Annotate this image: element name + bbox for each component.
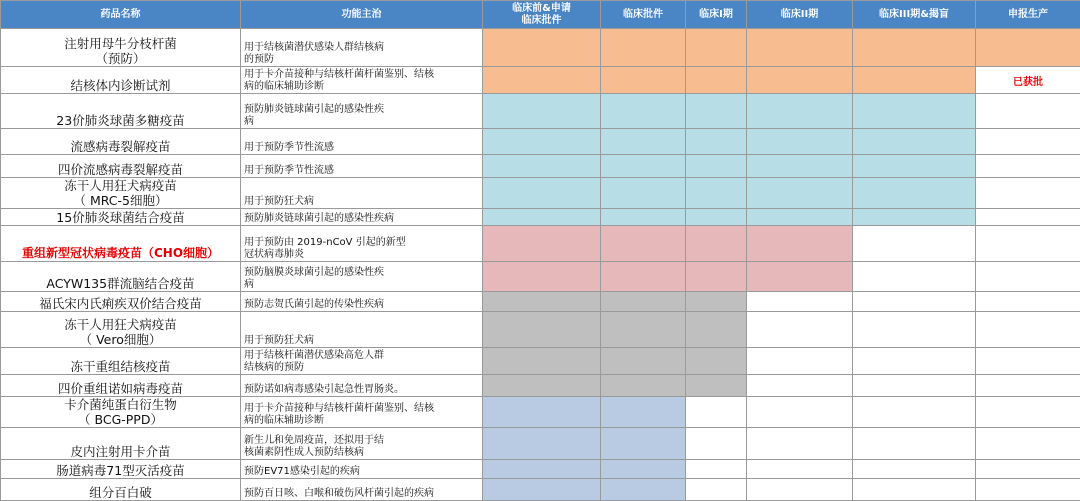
table-row — [1, 460, 1080, 479]
stage-cell — [853, 226, 976, 262]
stage-cell — [483, 129, 601, 155]
stage-cell — [747, 460, 853, 479]
stage-cell — [601, 262, 686, 292]
stage-cell — [853, 312, 976, 348]
table-row — [1, 226, 1080, 262]
stage-cell — [853, 460, 976, 479]
stage-cell — [747, 29, 853, 67]
status-cell — [976, 226, 1080, 262]
stage-cell — [686, 375, 747, 397]
function-cell: 用于预防狂犬病 — [241, 178, 483, 209]
stage-cell — [853, 262, 976, 292]
stage-cell — [747, 348, 853, 375]
stage-cell — [601, 178, 686, 209]
table-row — [1, 348, 1080, 375]
drug-name-cell: 冻干人用狂犬病疫苗 （ Vero细胞） — [1, 312, 241, 348]
function-cell: 用于卡介苗接种与结核杆菌杆菌鉴别、结核 病的临床辅助诊断 — [241, 67, 483, 94]
status-cell — [976, 428, 1080, 460]
status-cell — [976, 375, 1080, 397]
function-cell: 用于预防由 2019-nCoV 引起的新型 冠状病毒肺炎 — [241, 226, 483, 262]
stage-cell — [601, 94, 686, 129]
stage-cell — [853, 94, 976, 129]
function-cell: 用于预防狂犬病 — [241, 312, 483, 348]
header-function: 功能主治 — [241, 1, 483, 29]
drug-name-cell: 组分百白破 — [1, 479, 241, 501]
table-row — [1, 292, 1080, 312]
stage-cell — [853, 479, 976, 501]
status-cell — [976, 397, 1080, 428]
stage-cell — [686, 262, 747, 292]
stage-cell — [686, 397, 747, 428]
stage-cell — [686, 29, 747, 67]
drug-name-cell: 注射用母牛分枝杆菌 （预防） — [1, 29, 241, 67]
stage-cell — [483, 94, 601, 129]
table-row — [1, 397, 1080, 428]
stage-cell — [686, 312, 747, 348]
stage-cell — [483, 460, 601, 479]
stage-cell — [483, 348, 601, 375]
stage-cell — [483, 178, 601, 209]
header-drug-name: 药品名称 — [1, 1, 241, 29]
stage-cell — [853, 155, 976, 178]
table-row — [1, 29, 1080, 67]
stage-cell — [483, 155, 601, 178]
table-row — [1, 67, 1080, 94]
stage-cell — [747, 226, 853, 262]
stage-cell — [853, 209, 976, 226]
function-cell: 用于预防季节性流感 — [241, 155, 483, 178]
table-row — [1, 129, 1080, 155]
status-cell — [976, 460, 1080, 479]
table-row — [1, 375, 1080, 397]
stage-cell — [686, 348, 747, 375]
header-clinical-approval: 临床批件 — [601, 1, 686, 29]
stage-cell — [601, 209, 686, 226]
stage-cell — [747, 428, 853, 460]
stage-cell — [853, 67, 976, 94]
stage-cell — [747, 178, 853, 209]
status-cell: 已获批 — [976, 67, 1080, 94]
stage-cell — [483, 479, 601, 501]
stage-cell — [601, 397, 686, 428]
stage-cell — [853, 129, 976, 155]
status-cell — [976, 155, 1080, 178]
stage-cell — [483, 262, 601, 292]
function-cell: 预防肺炎链球菌引起的感染性疾 病 — [241, 94, 483, 129]
stage-cell — [747, 262, 853, 292]
status-cell — [976, 209, 1080, 226]
status-cell — [976, 129, 1080, 155]
function-cell: 预防志贺氏菌引起的传染性疾病 — [241, 292, 483, 312]
stage-cell — [853, 178, 976, 209]
drug-name-cell: 23价肺炎球菌多糖疫苗 — [1, 94, 241, 129]
table-row — [1, 155, 1080, 178]
function-cell: 预防诺如病毒感染引起急性胃肠炎。 — [241, 375, 483, 397]
header-production: 申报生产 — [976, 1, 1080, 29]
drug-name-cell: 肠道病毒71型灭活疫苗 — [1, 460, 241, 479]
drug-name-cell: 结核体内诊断试剂 — [1, 67, 241, 94]
stage-cell — [601, 292, 686, 312]
stage-cell — [601, 460, 686, 479]
stage-cell — [601, 375, 686, 397]
stage-cell — [853, 29, 976, 67]
stage-cell — [483, 397, 601, 428]
function-cell: 用于结核杆菌潜伏感染高危人群 结核病的预防 — [241, 348, 483, 375]
function-cell: 预防百日咳、白喉和破伤风杆菌引起的疾病 — [241, 479, 483, 501]
drug-name-cell: ACYW135群流脑结合疫苗 — [1, 262, 241, 292]
header-row — [1, 1, 1080, 29]
stage-cell — [686, 292, 747, 312]
drug-name-cell: 皮内注射用卡介苗 — [1, 428, 241, 460]
header-phase-3: 临床III期&揭盲 — [853, 1, 976, 29]
drug-name-cell: 四价流感病毒裂解疫苗 — [1, 155, 241, 178]
stage-cell — [686, 129, 747, 155]
stage-cell — [686, 178, 747, 209]
stage-cell — [853, 375, 976, 397]
stage-cell — [747, 292, 853, 312]
stage-cell — [601, 29, 686, 67]
table-row — [1, 178, 1080, 209]
stage-cell — [601, 155, 686, 178]
table-row — [1, 209, 1080, 226]
function-cell: 预防肺炎链球菌引起的感染性疾病 — [241, 209, 483, 226]
stage-cell — [483, 209, 601, 226]
header-preclinical: 临床前&申请 临床批件 — [483, 1, 601, 29]
table-row — [1, 428, 1080, 460]
stage-cell — [747, 209, 853, 226]
function-cell: 用于卡介苗接种与结核杆菌杆菌鉴别、结核 病的临床辅助诊断 — [241, 397, 483, 428]
drug-name-cell: 卡介菌纯蛋白衍生物 （ BCG-PPD） — [1, 397, 241, 428]
stage-cell — [747, 155, 853, 178]
stage-cell — [747, 397, 853, 428]
stage-cell — [747, 312, 853, 348]
status-cell — [976, 178, 1080, 209]
stage-cell — [747, 375, 853, 397]
drug-name-cell: 流感病毒裂解疫苗 — [1, 129, 241, 155]
stage-cell — [483, 375, 601, 397]
stage-cell — [483, 312, 601, 348]
function-cell: 预防脑膜炎球菌引起的感染性疾 病 — [241, 262, 483, 292]
table-row — [1, 312, 1080, 348]
stage-cell — [686, 460, 747, 479]
table-body — [1, 29, 1080, 501]
header-phase-2: 临床II期 — [747, 1, 853, 29]
status-cell — [976, 348, 1080, 375]
function-cell: 用于预防季节性流感 — [241, 129, 483, 155]
stage-cell — [747, 94, 853, 129]
drug-name-cell: 15价肺炎球菌结合疫苗 — [1, 209, 241, 226]
table-row — [1, 479, 1080, 501]
stage-cell — [747, 67, 853, 94]
stage-cell — [483, 428, 601, 460]
status-cell — [976, 292, 1080, 312]
stage-cell — [853, 428, 976, 460]
drug-name-cell: 冻干重组结核疫苗 — [1, 348, 241, 375]
stage-cell — [601, 312, 686, 348]
table-row — [1, 262, 1080, 292]
status-cell — [976, 479, 1080, 501]
stage-cell — [686, 94, 747, 129]
stage-cell — [601, 479, 686, 501]
stage-cell — [853, 397, 976, 428]
stage-cell — [686, 67, 747, 94]
drug-name-cell: 福氏宋内氏痢疾双价结合疫苗 — [1, 292, 241, 312]
drug-name-cell: 重组新型冠状病毒疫苗（CHO细胞） — [1, 226, 241, 262]
stage-cell — [601, 428, 686, 460]
stage-cell — [601, 129, 686, 155]
status-cell — [976, 29, 1080, 67]
stage-cell — [853, 292, 976, 312]
stage-cell — [601, 348, 686, 375]
stage-cell — [747, 479, 853, 501]
stage-cell — [686, 226, 747, 262]
stage-cell — [747, 129, 853, 155]
status-cell — [976, 312, 1080, 348]
stage-cell — [853, 348, 976, 375]
stage-cell — [601, 226, 686, 262]
stage-cell — [686, 155, 747, 178]
stage-cell — [601, 67, 686, 94]
function-cell: 用于结核菌潜伏感染人群结核病 的预防 — [241, 29, 483, 67]
stage-cell — [686, 428, 747, 460]
stage-cell — [686, 479, 747, 501]
table-row — [1, 94, 1080, 129]
status-cell — [976, 94, 1080, 129]
stage-cell — [483, 67, 601, 94]
function-cell: 预防EV71感染引起的疾病 — [241, 460, 483, 479]
header-phase-1: 临床I期 — [686, 1, 747, 29]
status-cell — [976, 262, 1080, 292]
stage-cell — [483, 29, 601, 67]
stage-cell — [686, 209, 747, 226]
function-cell: 新生儿和免周疫苗，还拟用于结 核菌素阴性成人预防结核病 — [241, 428, 483, 460]
drug-name-cell: 四价重组诺如病毒疫苗 — [1, 375, 241, 397]
stage-cell — [483, 292, 601, 312]
drug-name-cell: 冻干人用狂犬病疫苗 （ MRC-5细胞） — [1, 178, 241, 209]
stage-cell — [483, 226, 601, 262]
